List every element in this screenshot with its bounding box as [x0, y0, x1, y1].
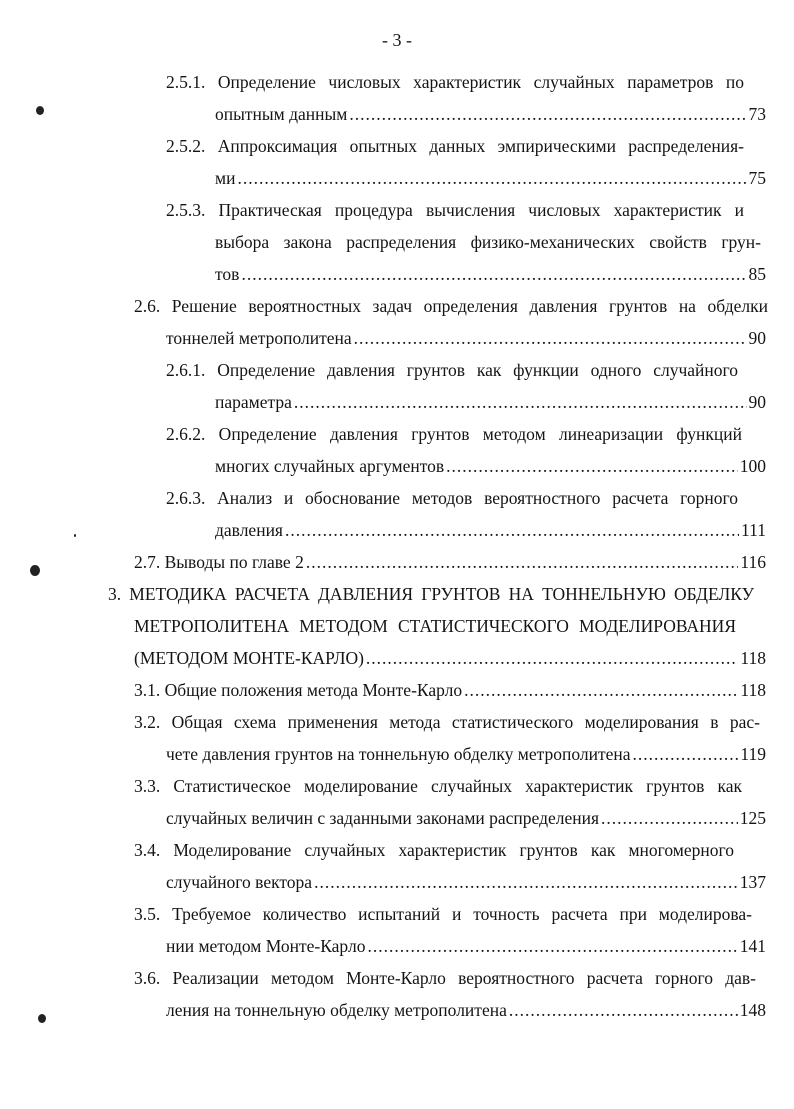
leader-dots	[367, 934, 737, 958]
toc-entry-text: опытным данным	[215, 104, 348, 124]
scan-mark	[30, 565, 40, 576]
toc-page-number: 73	[748, 104, 766, 124]
toc-entry-text: 3.1. Общие положения метода Монте-Карло	[134, 680, 463, 700]
toc-entry-text: 3.3. Статистическое моделирование случайных характеристик грунтов как	[134, 776, 742, 796]
toc-entry-text: ми	[215, 168, 236, 188]
leader-dots	[241, 262, 746, 286]
toc-entry-text: 2.6.2. Определение давления грунтов методом линеаризации функций	[166, 424, 742, 444]
toc-entry-text: 2.7. Выводы по главе 2	[134, 552, 304, 572]
leader-dots	[285, 518, 739, 542]
toc-entry-text: 2.5.3. Практическая процедура вычисления числовых характеристик и	[166, 200, 744, 220]
scan-speck	[74, 534, 76, 537]
leader-dots	[306, 550, 739, 574]
toc-page-number: 118	[740, 648, 766, 668]
toc-entry-last-line	[215, 390, 766, 414]
toc-entry-text: тов	[215, 264, 240, 284]
leader-dots	[633, 742, 739, 766]
toc-entry-text: выбора закона распределения физико-механических свойств грун-	[215, 232, 761, 252]
toc-entry-text: МЕТРОПОЛИТЕНА МЕТОДОМ СТАТИСТИЧЕСКОГО МОДЕЛИРОВАНИЯ	[134, 616, 736, 636]
toc-page-number: 137	[739, 872, 766, 892]
toc-entry-last-line	[215, 166, 766, 190]
toc-page-number: 75	[748, 168, 766, 188]
toc-entry-text: 2.6. Решение вероятностных задач определения давления грунтов на обделки	[134, 296, 768, 316]
toc-entry-last-line	[166, 934, 766, 958]
scan-mark	[38, 1014, 46, 1023]
toc-entry-last-line	[166, 998, 766, 1022]
leader-dots	[354, 326, 747, 350]
toc-entry-last-line	[215, 262, 766, 286]
toc-entry-text: случайных величин с заданными законами распределения	[166, 808, 600, 828]
leader-dots	[446, 454, 738, 478]
leader-dots	[464, 678, 738, 702]
toc-entry-last-line	[215, 454, 766, 478]
toc-entry-last-line	[166, 870, 766, 894]
toc-entry-text: 2.5.2. Аппроксимация опытных данных эмпирическими распределения-	[166, 136, 744, 156]
toc-page-number: 100	[739, 456, 766, 476]
toc-entry-text: 2.6.3. Анализ и обоснование методов вероятностного расчета горного	[166, 488, 738, 508]
leader-dots	[509, 998, 738, 1022]
leader-dots	[366, 646, 738, 670]
toc-entry-text: ления на тоннельную обделку метрополитена	[166, 1000, 507, 1020]
toc-entry-text: многих случайных аргументов	[215, 456, 445, 476]
scan-mark	[36, 106, 44, 115]
toc-entry-text: (МЕТОДОМ МОНТЕ-КАРЛО)	[134, 648, 364, 668]
toc-entry-last-line	[134, 678, 766, 702]
toc-entry-text: 2.5.1. Определение числовых характеристик случайных параметров по	[166, 72, 744, 92]
toc-entry-last-line	[215, 518, 766, 542]
toc-page-number: 148	[739, 1000, 766, 1020]
toc-page-number: 116	[740, 552, 766, 572]
leader-dots	[294, 390, 747, 414]
toc-page-number: 111	[741, 520, 766, 540]
toc-page-number: 85	[748, 264, 766, 284]
toc-page-number: 125	[739, 808, 766, 828]
leader-dots	[314, 870, 738, 894]
toc-entry-last-line	[166, 806, 766, 830]
toc-entry-text: параметра	[215, 392, 292, 412]
toc-entry-text: 3.4. Моделирование случайных характеристик грунтов как многомерного	[134, 840, 734, 860]
toc-entry-text: нии методом Монте-Карло	[166, 936, 366, 956]
leader-dots	[349, 102, 746, 126]
toc-page-number: 119	[740, 744, 766, 764]
toc-entry-last-line	[215, 102, 766, 126]
toc-page-number: 90	[748, 392, 766, 412]
toc-entry-text: давления	[215, 520, 283, 540]
leader-dots	[601, 806, 738, 830]
leader-dots	[237, 166, 746, 190]
toc-entry-text: случайного вектора	[166, 872, 313, 892]
toc-page-number: 90	[748, 328, 766, 348]
toc-entry-last-line	[134, 646, 766, 670]
toc-entry-last-line	[134, 550, 766, 574]
toc-entry-text: 3. МЕТОДИКА РАСЧЕТА ДАВЛЕНИЯ ГРУНТОВ НА ТОННЕЛЬНУЮ ОБДЕЛКУ	[108, 584, 754, 604]
toc-entry-text: тоннелей метрополитена	[166, 328, 352, 348]
toc-entry-text: 3.2. Общая схема применения метода статистического моделирования в рас-	[134, 712, 760, 732]
toc-entry-text: 3.5. Требуемое количество испытаний и точность расчета при моделирова-	[134, 904, 752, 924]
toc-entry-text: 2.6.1. Определение давления грунтов как функции одного случайного	[166, 360, 738, 380]
toc-entry-last-line	[166, 742, 766, 766]
page-number: - 3 -	[382, 30, 412, 50]
toc-entry-text: чете давления грунтов на тоннельную обделку метрополитена	[166, 744, 631, 764]
toc-entry-last-line	[166, 326, 766, 350]
toc-entry-text: 3.6. Реализации методом Монте-Карло вероятностного расчета горного дав-	[134, 968, 756, 988]
toc-page-number: 141	[739, 936, 766, 956]
toc-page-number: 118	[740, 680, 766, 700]
